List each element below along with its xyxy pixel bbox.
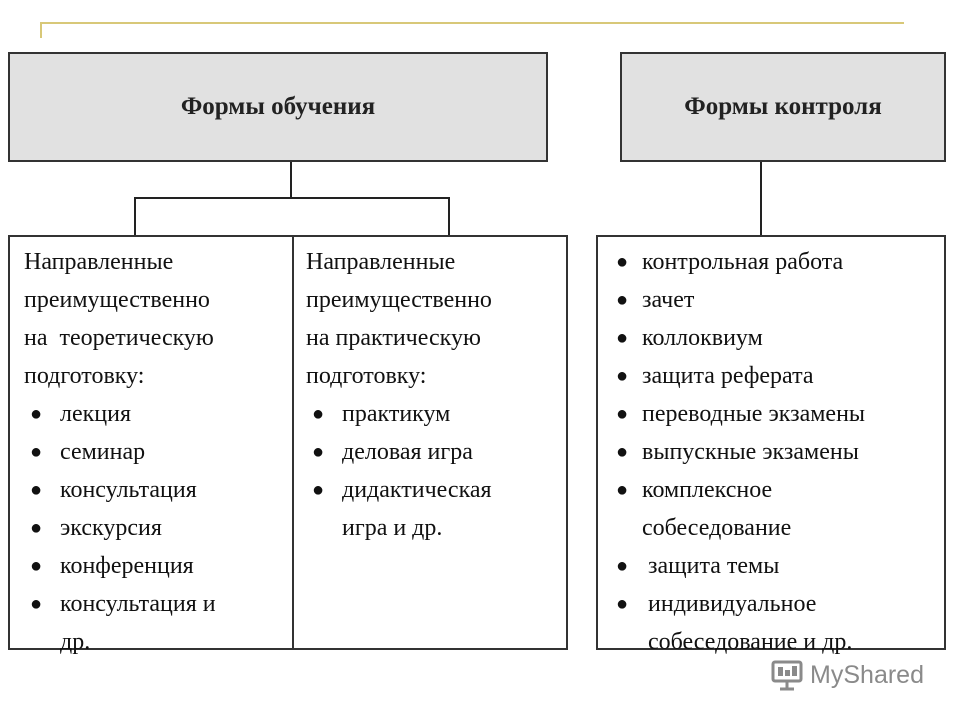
bullet-icon: ●: [312, 403, 325, 425]
control-column: [610, 243, 940, 661]
list-item-text: экскурсия: [60, 515, 162, 541]
list-item: [24, 433, 286, 471]
myshared-watermark: [770, 658, 924, 692]
bullet-icon: ●: [312, 479, 325, 501]
practice-list: [306, 395, 556, 547]
control-list: [610, 243, 940, 661]
connector-control-stem: [760, 162, 762, 235]
connector-learning-left-drop: [134, 197, 136, 235]
list-item: [610, 319, 940, 357]
list-item: [610, 243, 940, 281]
bullet-icon: ●: [616, 403, 629, 425]
practice-heading-line: Направленные: [306, 249, 456, 275]
list-item: [306, 471, 556, 547]
bullet-icon: ●: [616, 593, 629, 615]
theory-list: [24, 395, 286, 661]
list-item-text: индивидуальное собеседование и др.: [648, 591, 853, 655]
list-item: [24, 547, 286, 585]
connector-learning-crossbar: [134, 197, 450, 199]
bullet-icon: ●: [616, 555, 629, 577]
theory-column: [24, 243, 286, 661]
presentation-board-icon: [770, 658, 804, 692]
list-item-text: деловая игра: [342, 439, 473, 465]
bullet-icon: ●: [30, 555, 43, 577]
practice-column: [306, 243, 556, 547]
list-item: [610, 585, 940, 661]
practice-heading-line: на практическую: [306, 325, 481, 351]
list-item-text: консультация: [60, 477, 197, 503]
list-item-text: выпускные экзамены: [642, 439, 859, 465]
learning-forms-title: Формы обучения: [180, 93, 376, 120]
learning-forms-header: [8, 52, 548, 162]
column-divider: [292, 237, 294, 648]
connector-learning-right-drop: [448, 197, 450, 235]
watermark-text: MyShared: [810, 660, 924, 689]
list-item-text: лекция: [60, 401, 132, 427]
list-item: [24, 395, 286, 433]
theory-heading-line: на теоретическую: [24, 325, 214, 351]
bullet-icon: ●: [30, 517, 43, 539]
list-item: [610, 281, 940, 319]
bullet-icon: ●: [312, 441, 325, 463]
list-item: [610, 547, 940, 585]
bullet-icon: ●: [616, 365, 629, 387]
theory-heading-line: подготовку:: [24, 363, 145, 389]
list-item: [610, 395, 940, 433]
control-forms-title: Формы контроля: [684, 93, 882, 120]
list-item: [306, 395, 556, 433]
bullet-icon: ●: [30, 441, 43, 463]
list-item-text: переводные экзамены: [642, 401, 866, 427]
list-item: [24, 471, 286, 509]
list-item-text: консультация и др.: [60, 591, 216, 655]
top-accent-rule-tick: [40, 22, 42, 38]
list-item-text: защита реферата: [642, 363, 814, 389]
list-item-text: защита темы: [648, 553, 780, 579]
list-item-text: дидактическая игра и др.: [342, 477, 492, 541]
list-item: [306, 433, 556, 471]
theory-heading-line: преимущественно: [24, 287, 210, 313]
bullet-icon: ●: [30, 593, 43, 615]
bullet-icon: ●: [616, 441, 629, 463]
control-forms-panel: [596, 235, 946, 655]
bullet-icon: ●: [616, 327, 629, 349]
list-item: [610, 357, 940, 395]
list-item: [24, 509, 286, 547]
bullet-icon: ●: [616, 251, 629, 273]
list-item: [24, 585, 286, 661]
practice-heading-line: преимущественно: [306, 287, 492, 313]
bullet-icon: ●: [30, 479, 43, 501]
list-item-text: конференция: [60, 553, 194, 579]
list-item: [610, 433, 940, 471]
learning-forms-panel: [8, 235, 568, 655]
practice-heading-line: подготовку:: [306, 363, 427, 389]
list-item-text: коллоквиум: [642, 325, 763, 351]
bullet-icon: ●: [616, 479, 629, 501]
list-item-text: зачет: [642, 287, 695, 313]
theory-heading-line: Направленные: [24, 249, 174, 275]
connector-learning-stem: [290, 162, 292, 198]
list-item-text: семинар: [60, 439, 146, 465]
control-forms-header: [620, 52, 946, 162]
bullet-icon: ●: [616, 289, 629, 311]
list-item-text: практикум: [342, 401, 451, 427]
list-item-text: контрольная работа: [642, 249, 844, 275]
list-item-text: комплексное собеседование: [642, 477, 792, 541]
top-accent-rule: [40, 22, 904, 24]
list-item: [610, 471, 940, 547]
bullet-icon: ●: [30, 403, 43, 425]
